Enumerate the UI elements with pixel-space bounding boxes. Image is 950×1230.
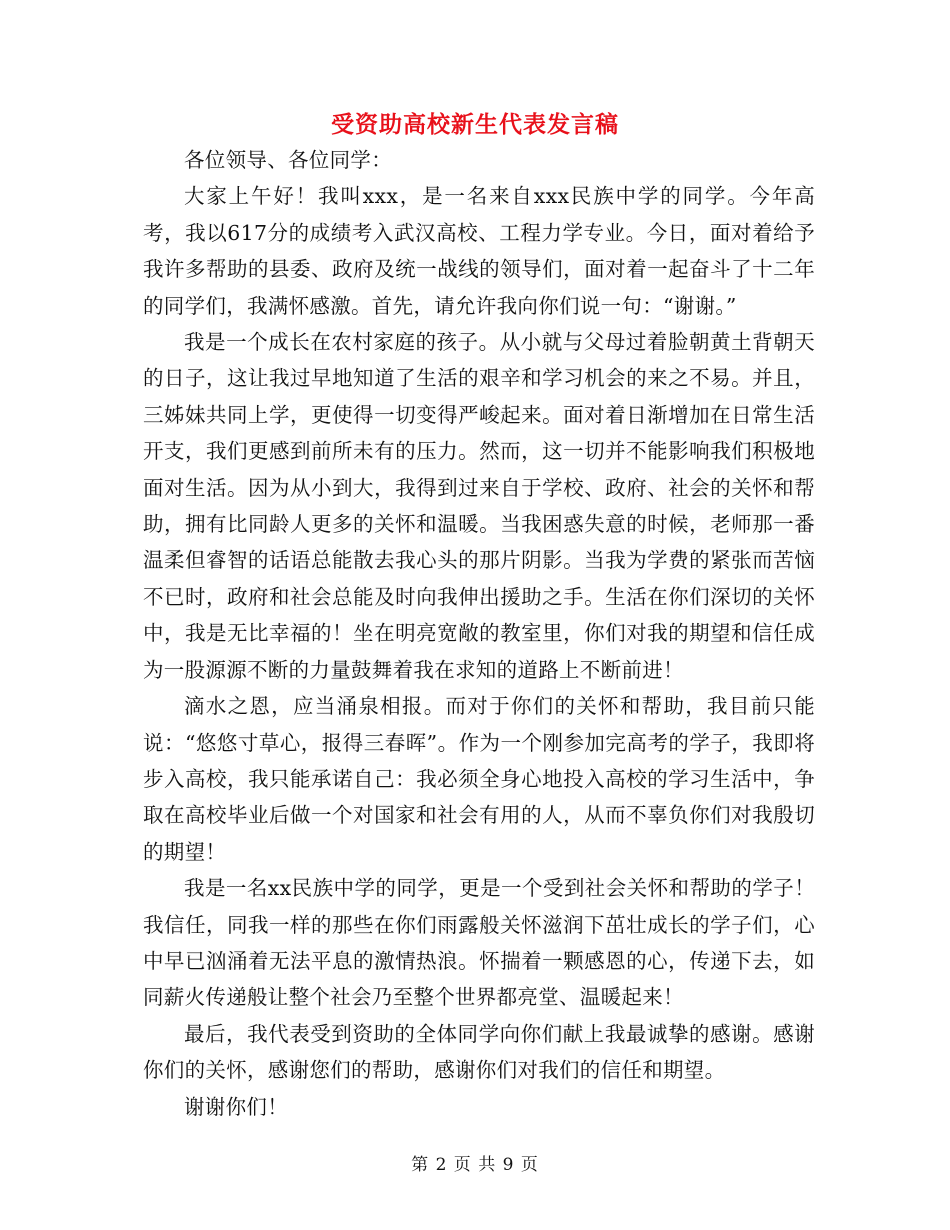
background-paragraph: 我是一个成长在农村家庭的孩子。从小就与父母过着脸朝黄土背朝天的日子，这让我过早地知道了生活的艰辛和学习机会的来之不易。并且，三姊妹共同上学，更使得一切变得严峻起来。面对着日渐增加在日常生活开支，我们更感到前所未有的压力。然而，这一切并不能影响我们积极地面对生活。因为从小到大，我得到过来自于学校、政府、社会的关怀和帮助，拥有比同龄人更多的关怀和温暖。当我困惑失意的时候，老师那一番温柔但睿智的话语总能散去我心头的那片阴影。当我为学费的紧张而苦恼不已时，政府和社会总能及时向我伸出援助之手。生活在你们深切的关怀中，我是无比幸福的！坐在明亮宽敞的教室里，你们对我的期望和信任成为一股源源不断的力量鼓舞着我在求知的道路上不断前进！ (143, 330, 815, 682)
greeting-paragraph: 大家上午好！我叫xxx，是一名来自xxx民族中学的同学。今年高考，我以617分的成绩考入武汉高校、工程力学专业。今日，面对着给予我许多帮助的县委、政府及统一战线的领导们，面对着一起奋斗了十二年的同学们，我满怀感激。首先，请允许我向你们说一句：“谢谢。” (143, 184, 815, 318)
identity-paragraph: 我是一名xx民族中学的同学，更是一个受到社会关怀和帮助的学子！我信任，同我一样的那些在你们雨露般关怀滋润下茁壮成长的学子们，心中早已汹涌着无法平息的激情热浪。怀揣着一颗感恩的心，传递下去，如同薪火传递般让整个社会乃至整个世界都亮堂、温暖起来！ (143, 876, 815, 1010)
document-body (143, 142, 815, 1125)
thanks-paragraph: 谢谢你们！ (184, 1094, 288, 1119)
page-number-footer: 第 2 页 共 9 页 (411, 1155, 539, 1175)
closing-paragraph: 最后，我代表受到资助的全体同学向你们献上我最诚挚的感谢。感谢你们的关怀，感谢您们的帮助，感谢你们对我们的信任和期望。 (143, 1021, 815, 1083)
salutation-paragraph: 各位领导、各位同学： (184, 148, 392, 172)
document-title: 受资助高校新生代表发言稿 (331, 111, 619, 138)
gratitude-paragraph: 滴水之恩，应当涌泉相报。而对于你们的关怀和帮助，我目前只能说：“悠悠寸草心，报得三春晖”。作为一个刚参加完高考的学子，我即将步入高校，我只能承诺自己：我必须全身心地投入高校的学习生活中，争取在高校毕业后做一个对国家和社会有用的人，从而不辜负你们对我殷切的期望！ (143, 694, 815, 864)
